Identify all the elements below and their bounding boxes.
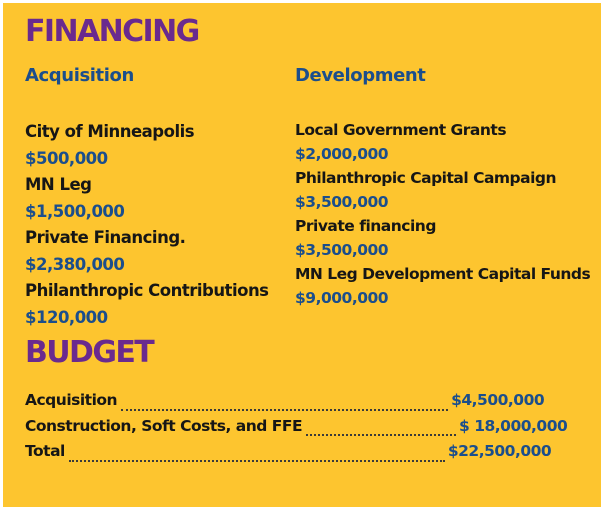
funding-source-item	[295, 166, 590, 214]
funding-source-item	[295, 262, 590, 310]
financing-budget-panel	[3, 3, 601, 507]
financing-heading: FINANCING	[25, 14, 199, 49]
funding-source-name: Philanthropic Contributions	[25, 281, 269, 300]
budget-row	[25, 416, 568, 443]
funding-source-item	[25, 278, 269, 331]
dotted-leader	[306, 433, 456, 436]
acquisition-sources-list	[25, 119, 269, 331]
budget-row-amount: $22,500,000	[447, 442, 552, 460]
funding-source-item	[295, 214, 590, 262]
funding-source-item	[25, 225, 269, 278]
budget-row-label: Total	[25, 442, 65, 460]
funding-source-name: Local Government Grants	[295, 121, 507, 139]
budget-row-amount: $4,500,000	[451, 391, 545, 409]
dotted-leader	[121, 408, 448, 411]
development-sources-list	[295, 118, 590, 310]
funding-source-amount: $9,000,000	[295, 289, 389, 307]
funding-source-name: Private financing	[295, 217, 436, 235]
funding-source-item	[25, 172, 269, 225]
funding-source-name: Philanthropic Capital Campaign	[295, 169, 557, 187]
budget-row	[25, 391, 565, 417]
funding-source-amount: $2,000,000	[295, 145, 389, 163]
budget-row	[25, 442, 565, 468]
funding-source-name: Private Financing.	[25, 228, 186, 247]
acquisition-heading: Acquisition	[25, 65, 134, 86]
funding-source-amount: $2,380,000	[25, 254, 125, 274]
budget-row-label: Acquisition	[25, 391, 118, 409]
funding-source-item	[25, 119, 269, 172]
funding-source-amount: $120,000	[25, 307, 108, 327]
funding-source-amount: $3,500,000	[295, 241, 389, 259]
budget-heading: BUDGET	[25, 335, 154, 370]
funding-source-name: MN Leg	[25, 175, 92, 194]
funding-source-amount: $1,500,000	[25, 201, 125, 221]
funding-source-name: City of Minneapolis	[25, 122, 195, 141]
budget-row-label: Construction, Soft Costs, and FFE	[25, 416, 303, 435]
budget-row-amount: $ 18,000,000	[459, 416, 568, 435]
budget-table	[25, 391, 568, 468]
dotted-leader	[69, 459, 445, 462]
funding-source-amount: $3,500,000	[295, 193, 389, 211]
development-heading: Development	[295, 65, 426, 86]
funding-source-name: MN Leg Development Capital Funds	[295, 265, 591, 283]
funding-source-amount: $500,000	[25, 148, 108, 168]
funding-source-item	[295, 118, 590, 166]
